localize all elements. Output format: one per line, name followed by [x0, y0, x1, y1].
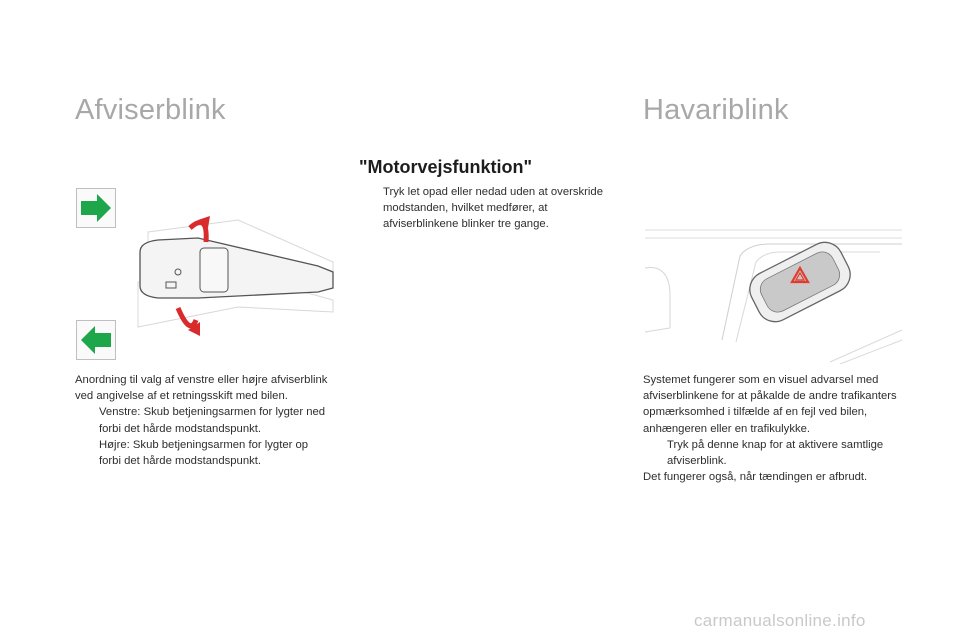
motorway-function-heading: "Motorvejsfunktion" — [359, 157, 533, 177]
middle-bullet-text: Tryk let opad eller nedad uden at overskride modstanden, hvilket medfører, at afviserblinkene blinker tre gange. — [383, 186, 603, 231]
left-bullet-text: Højre: Skub betjeningsarmen for lygter op forbi det hårde modstandspunkt. — [99, 438, 309, 468]
left-bullet-text: Venstre: Skub betjeningsarmen for lygter ned forbi det hårde modstandspunkt. — [99, 406, 326, 435]
right-bullet-text: Tryk på denne knap for at aktivere samtlige afviserblink. — [667, 438, 884, 468]
left-bullet-item — [75, 437, 331, 469]
footer-watermark: carmanualsonline.info — [694, 611, 866, 630]
left-description — [75, 372, 331, 469]
left-arrow-box — [76, 320, 116, 360]
left-intro: Anordning til valg af venstre eller højre afviserblink ved angivelse af et retningsskift med bilen. — [75, 374, 328, 403]
section-title-afviserblink: Afviserblink — [75, 94, 226, 126]
turn-signal-lever-illustration — [128, 212, 338, 340]
right-bullet-item — [643, 437, 905, 469]
section-title-havariblink: Havariblink — [643, 94, 789, 126]
middle-description — [359, 184, 611, 233]
left-bullet-item — [75, 404, 331, 436]
arrow-left-icon — [77, 321, 115, 359]
right-outro: Det fungerer også, når tændingen er afbrudt. — [643, 471, 868, 484]
hazard-switch-illustration — [640, 222, 910, 364]
right-intro: Systemet fungerer som en visuel advarsel med afviserblinkene for at påkalde de andre trafikanters opmærksomhed i tilfælde af en fejl ved bilen, anhængeren eller en trafikulykke. — [643, 374, 897, 435]
right-arrow-box — [76, 188, 116, 228]
arrow-right-icon — [77, 189, 115, 227]
right-description — [643, 372, 905, 485]
middle-bullet-item — [359, 184, 611, 233]
